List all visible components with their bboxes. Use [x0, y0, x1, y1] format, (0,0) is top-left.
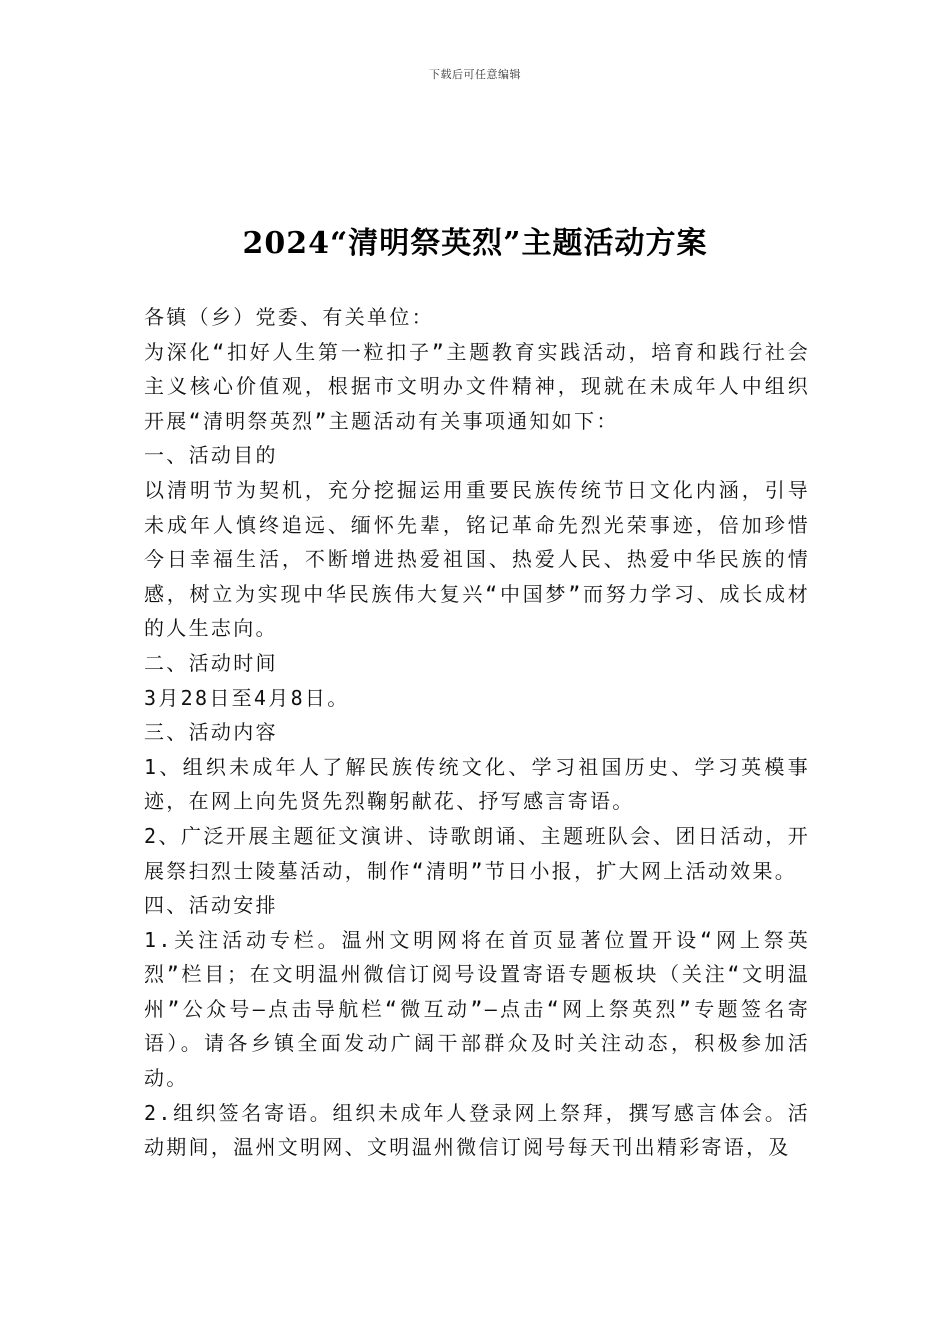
document-title: 2024“清明祭英烈”主题活动方案: [242, 226, 708, 261]
intro-paragraph: 为深化“扣好人生第一粒扣子”主题教育实践活动，培育和践行社会主义核心价值观，根据市文明办文件精神，现就在未成年人中组织开展“清明祭英烈”主题活动有关事项通知如下：: [144, 339, 810, 433]
time-paragraph: 3月28日至4月8日。: [144, 685, 350, 710]
section-heading-arrangement: 四、活动安排: [144, 893, 278, 918]
content-item-1: 1、组织未成年人了解民族传统文化、学习祖国历史、学习英模事迹，在网上向先贤先烈鞠躬献花、抒写感言寄语。: [144, 754, 810, 814]
salutation: 各镇（乡）党委、有关单位：: [144, 305, 434, 329]
document-body: [144, 300, 810, 1165]
content-item-2: 2、广泛开展主题征文演讲、诗歌朗诵、主题班队会、团日活动，开展祭扫烈士陵墓活动，制作“清明”节日小报，扩大网上活动效果。: [144, 823, 810, 883]
section-heading-purpose: 一、活动目的: [144, 443, 278, 468]
section-heading-content: 三、活动内容: [144, 720, 278, 745]
header-note: 下载后可任意编辑: [429, 68, 521, 81]
purpose-paragraph: 以清明节为契机，充分挖掘运用重要民族传统节日文化内涵，引导未成年人慎终追远、缅怀先辈，铭记革命先烈光荣事迹，倍加珍惜今日幸福生活，不断增进热爱祖国、热爱人民、热爱中华民族的情感，树立为实现中华民族伟大复兴“中国梦”而努力学习、成长成材的人生志向。: [144, 477, 810, 641]
section-heading-time: 二、活动时间: [144, 650, 278, 675]
arrangement-item-2: 2.组织签名寄语。组织未成年人登录网上祭拜，撰写感言体会。活动期间，温州文明网、文明温州微信订阅号每天刊出精彩寄语，及: [144, 1100, 810, 1160]
arrangement-item-1: 1.关注活动专栏。温州文明网将在首页显著位置开设“网上祭英烈”栏目；在文明温州微信订阅号设置寄语专题板块（关注“文明温州”公众号—点击导航栏“微互动”—点击“网上祭英烈”专题签名寄语）。请各乡镇全面发动广阔干部群众及时关注动态，积极参加活动。: [144, 927, 810, 1091]
